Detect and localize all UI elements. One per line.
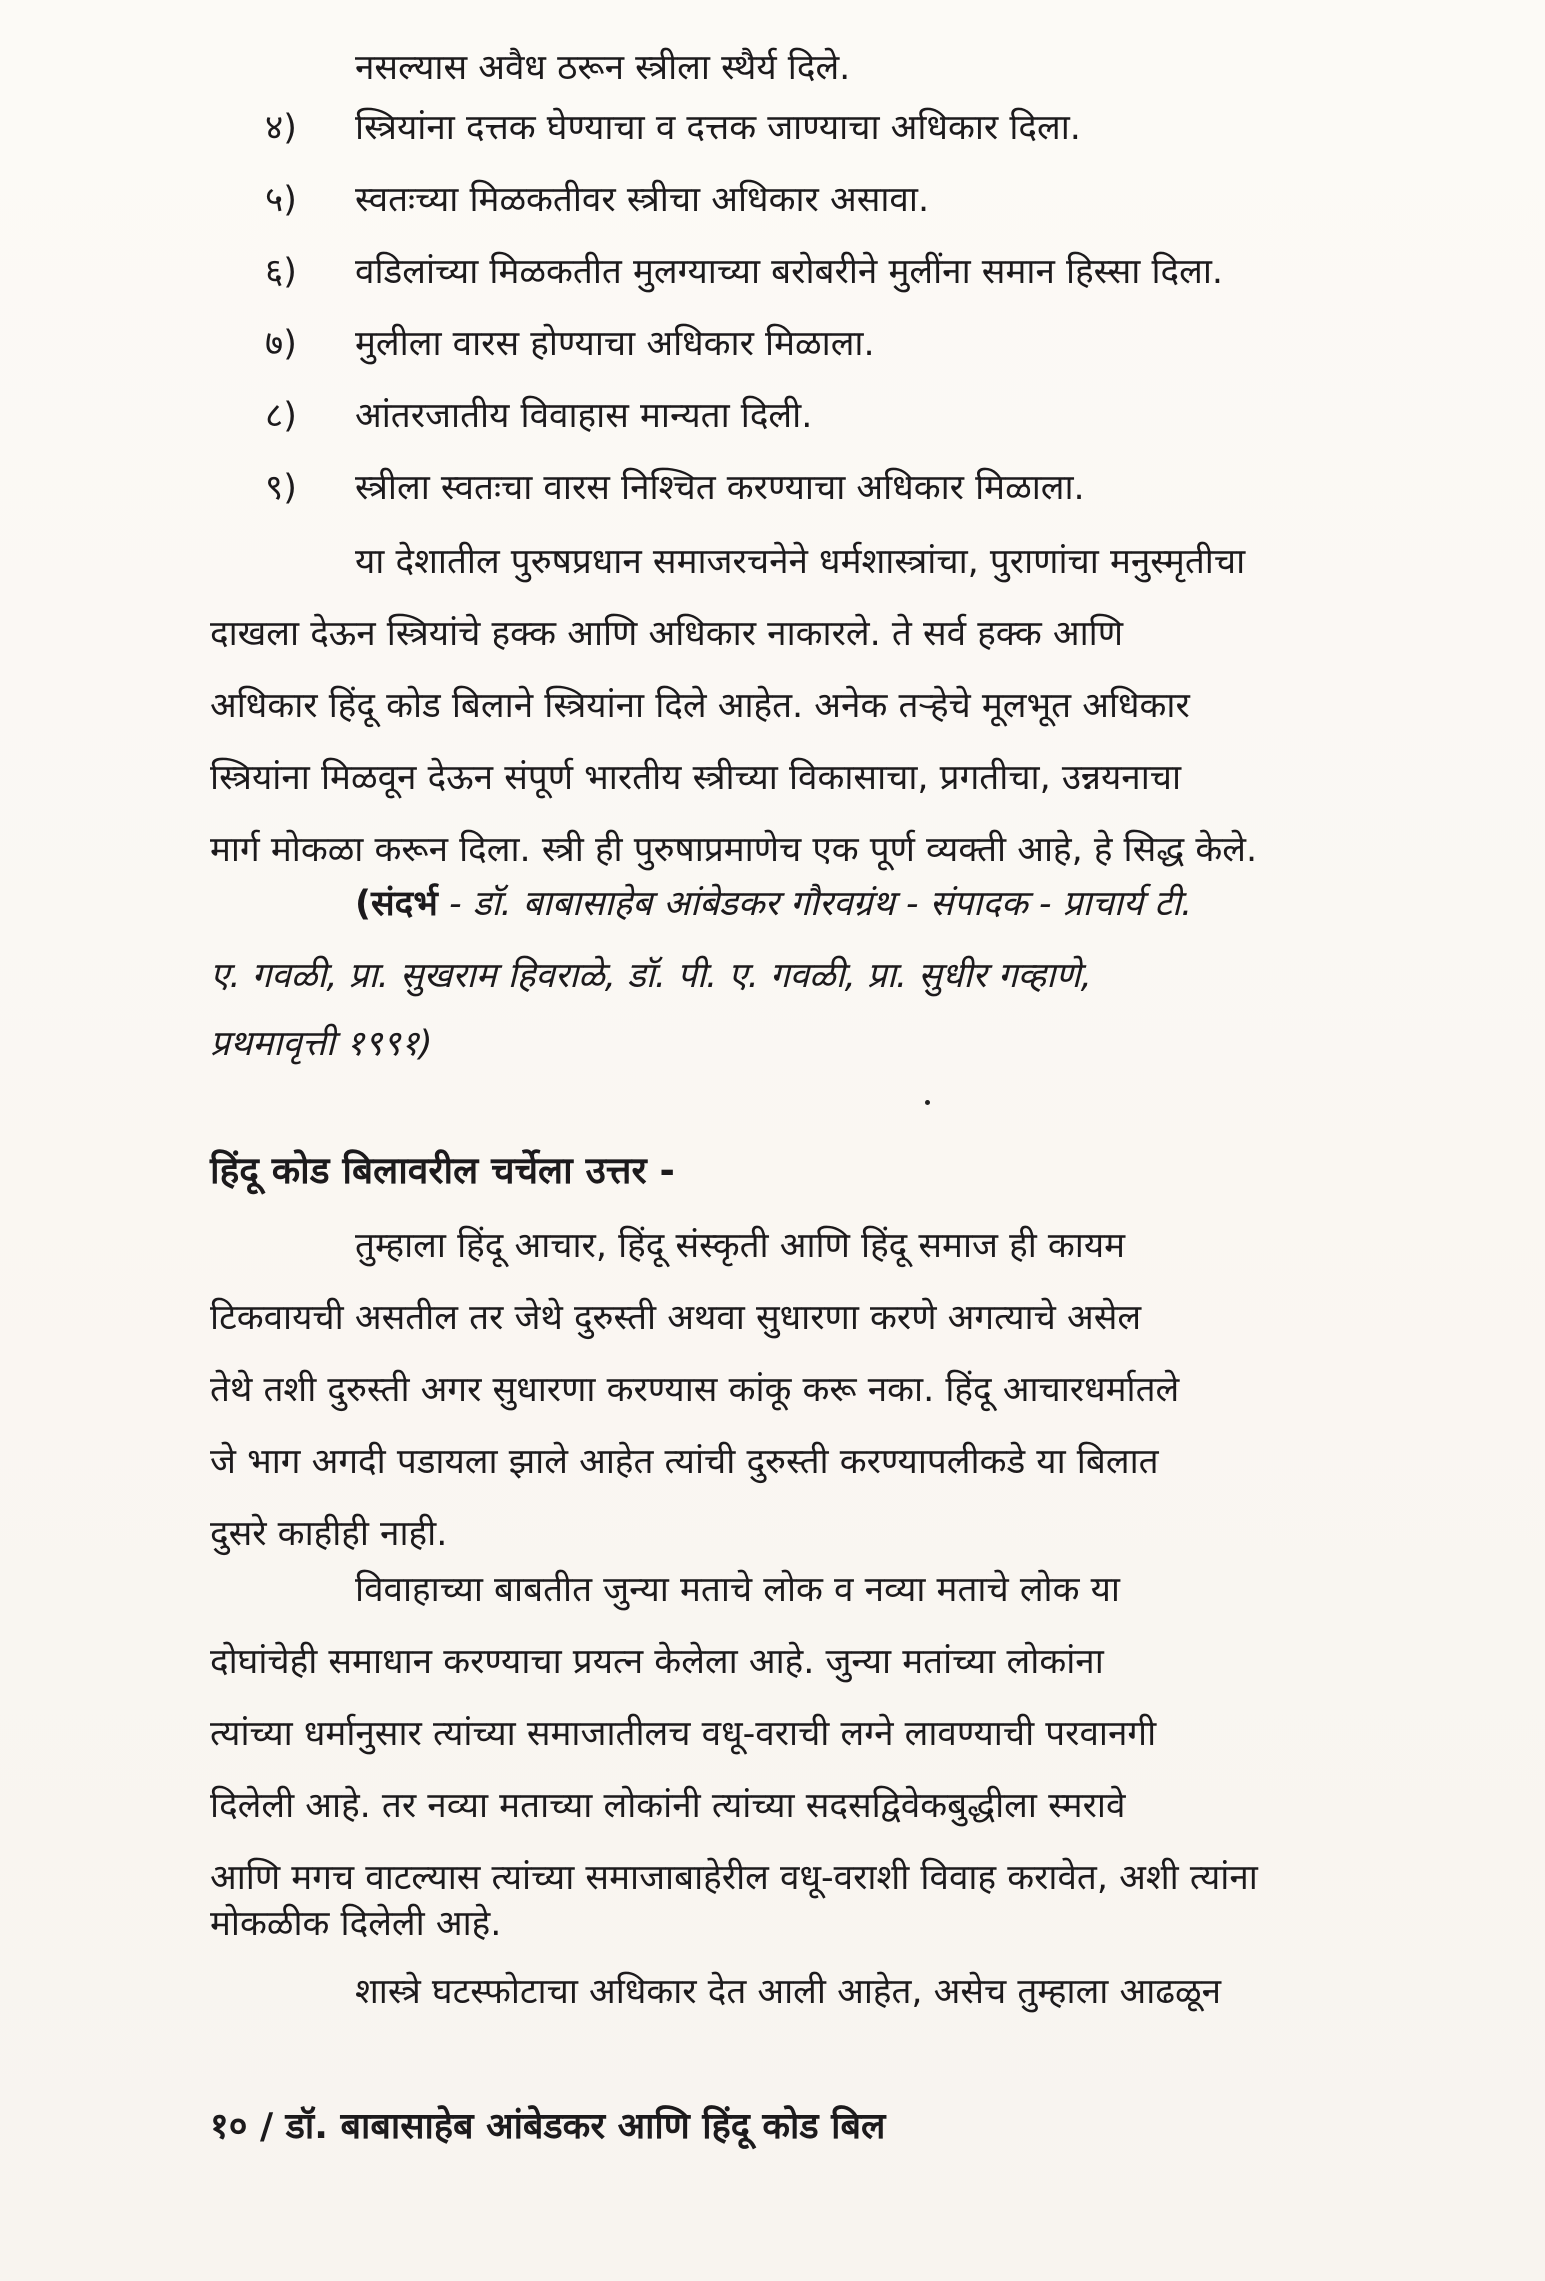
page-footer: १० / डॉ. बाबासाहेब आंबेडकर आणि हिंदू कोड बिल bbox=[210, 2106, 886, 2147]
paragraph-line: जे भाग अगदी पडायला झाले आहेत त्यांची दुरुस्ती करण्यापलीकडे या बिलात bbox=[210, 1442, 1159, 1482]
paragraph-line: दाखला देऊन स्त्रियांचे हक्क आणि अधिकार नाकारले. ते सर्व हक्क आणि bbox=[210, 614, 1124, 654]
list-number: ४) bbox=[265, 108, 297, 148]
paragraph-line: मार्ग मोकळा करून दिला. स्त्री ही पुरुषाप्रमाणेच एक पूर्ण व्यक्ती आहे, हे सिद्ध केले. bbox=[210, 830, 1258, 870]
list-number: ६) bbox=[265, 252, 297, 292]
citation-line bbox=[355, 880, 1192, 928]
paragraph-line: तेथे तशी दुरुस्ती अगर सुधारणा करण्यास कांकू करू नका. हिंदू आचारधर्मातले bbox=[210, 1370, 1180, 1410]
paragraph-line: मोकळीक दिलेली आहे. bbox=[210, 1904, 502, 1944]
citation-text: - डॉ. बाबासाहेब आंबेडकर गौरवग्रंथ - संपादक - प्राचार्य टी. bbox=[437, 884, 1193, 924]
list-text: आंतरजातीय विवाहास मान्यता दिली. bbox=[355, 396, 813, 436]
paragraph-line: टिकवायची असतील तर जेथे दुरुस्ती अथवा सुधारणा करणे अगत्याचे असेल bbox=[210, 1298, 1142, 1338]
list-number: ९) bbox=[265, 468, 297, 508]
paragraph-line: आणि मगच वाटल्यास त्यांच्या समाजाबाहेरील वधू-वराशी विवाह करावेत, अशी त्यांना bbox=[210, 1858, 1258, 1898]
paragraph-line: या देशातील पुरुषप्रधान समाजरचनेने धर्मशास्त्रांचा, पुराणांचा मनुस्मृतीचा bbox=[355, 542, 1246, 582]
list-number: ८) bbox=[265, 396, 297, 436]
paragraph-line: स्त्रियांना मिळवून देऊन संपूर्ण भारतीय स्त्रीच्या विकासाचा, प्रगतीचा, उन्नयनाचा bbox=[210, 758, 1182, 798]
paragraph-line: अधिकार हिंदू कोड बिलाने स्त्रियांना दिले आहेत. अनेक तऱ्हेचे मूलभूत अधिकार bbox=[210, 686, 1190, 726]
list-text: स्त्रियांना दत्तक घेण्याचा व दत्तक जाण्याचा अधिकार दिला. bbox=[355, 108, 1081, 148]
list-number: ५) bbox=[265, 180, 297, 220]
paragraph-line: शास्त्रे घटस्फोटाचा अधिकार देत आली आहेत, असेच तुम्हाला आढळून bbox=[355, 1972, 1222, 2012]
paragraph-line: दोघांचेही समाधान करण्याचा प्रयत्न केलेला आहे. जुन्या मतांच्या लोकांना bbox=[210, 1642, 1104, 1682]
list-text: स्वतःच्या मिळकतीवर स्त्रीचा अधिकार असावा. bbox=[355, 180, 930, 220]
ink-dot bbox=[925, 1100, 930, 1105]
citation-label: (संदर्भ bbox=[355, 884, 438, 924]
paragraph-line: दिलेली आहे. तर नव्या मताच्या लोकांनी त्यांच्या सदसद्विवेकबुद्धीला स्मरावे bbox=[210, 1786, 1126, 1826]
citation-line: प्रथमावृत्ती १९९१) bbox=[210, 1024, 433, 1064]
list-number: ७) bbox=[265, 324, 297, 364]
list-text: स्त्रीला स्वतःचा वारस निश्चित करण्याचा अधिकार मिळाला. bbox=[355, 468, 1085, 508]
list-text: मुलीला वारस होण्याचा अधिकार मिळाला. bbox=[355, 324, 875, 364]
paragraph-line: विवाहाच्या बाबतीत जुन्या मताचे लोक व नव्या मताचे लोक या bbox=[355, 1570, 1120, 1610]
paragraph-line: तुम्हाला हिंदू आचार, हिंदू संस्कृती आणि हिंदू समाज ही कायम bbox=[355, 1226, 1126, 1266]
continued-line: नसल्यास अवैध ठरून स्त्रीला स्थैर्य दिले. bbox=[355, 48, 851, 88]
section-heading: हिंदू कोड बिलावरील चर्चेला उत्तर - bbox=[210, 1149, 675, 1192]
list-text: वडिलांच्या मिळकतीत मुलग्याच्या बरोबरीने मुलींना समान हिस्सा दिला. bbox=[355, 252, 1224, 292]
paragraph-line: दुसरे काहीही नाही. bbox=[210, 1514, 448, 1554]
paragraph-line: त्यांच्या धर्मानुसार त्यांच्या समाजातीलच वधू-वराची लग्ने लावण्याची परवानगी bbox=[210, 1714, 1157, 1754]
citation-line: ए. गवळी, प्रा. सुखराम हिवराळे, डॉ. पी. ए. गवळी, प्रा. सुधीर गव्हाणे, bbox=[210, 956, 1092, 996]
page-body bbox=[210, 0, 1390, 2281]
